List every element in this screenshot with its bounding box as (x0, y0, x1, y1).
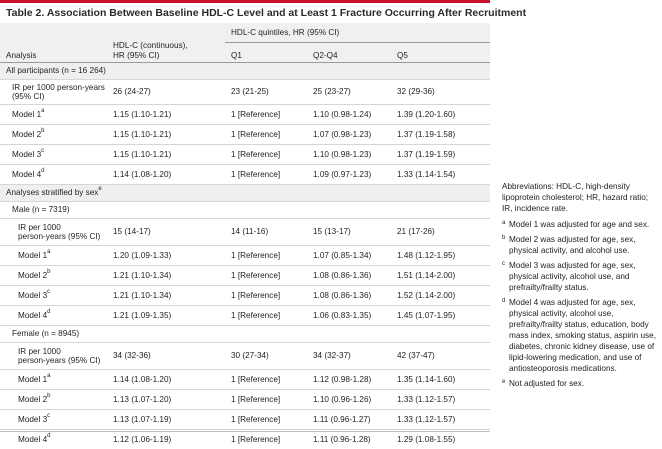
row-label-line1: Model 1 (18, 375, 47, 384)
row-label (0, 266, 107, 286)
table-row (0, 266, 490, 286)
table-row (0, 370, 490, 390)
header-hdl-continuous (107, 23, 225, 63)
row-label (0, 430, 107, 449)
footnote-text: Model 1 was adjusted for age and sex. (509, 219, 660, 230)
cell-q1: 1 [Reference] (225, 370, 307, 390)
footnote-marker: e (98, 186, 101, 192)
cell-q24: 1.08 (0.86-1.36) (307, 286, 391, 306)
cell-q24: 1.10 (0.98-1.23) (307, 145, 391, 165)
cell-hdl: 1.13 (1.07-1.20) (107, 390, 225, 410)
footnote (502, 219, 660, 230)
row-label (0, 145, 107, 165)
cell-hdl: 1.15 (1.10-1.21) (107, 125, 225, 145)
cell-q5: 1.33 (1.12-1.57) (391, 410, 490, 430)
row-label (0, 125, 107, 145)
cell-q1: 1 [Reference] (225, 165, 307, 185)
footnote-marker: d (41, 168, 44, 174)
row-label-line2: (95% CI) (12, 92, 44, 101)
table-row (0, 219, 490, 246)
row-label-line1: Model 1 (18, 251, 47, 260)
cell-q5: 21 (17-26) (391, 219, 490, 246)
cell-q24: 15 (13-17) (307, 219, 391, 246)
footnote (502, 378, 660, 389)
footnote-text: Model 2 was adjusted for age, sex, physical activity, and alcohol use. (509, 234, 660, 256)
footnote-text: Model 3 was adjusted for age, sex, physical activity, alcohol use, and prefrailty/frailty status. (509, 260, 660, 293)
footnote-marker: c (41, 148, 44, 154)
row-label-line1: IR per 1000 (18, 223, 61, 232)
row-label-line1: Model 3 (18, 291, 47, 300)
footnote-mark: e (502, 377, 509, 388)
footnote (502, 297, 660, 374)
footnote-mark: b (502, 233, 509, 255)
results-table (0, 23, 490, 449)
cell-hdl: 1.14 (1.08-1.20) (107, 165, 225, 185)
row-label-line1: Model 2 (12, 130, 41, 139)
section-all (0, 63, 490, 80)
table-row (0, 306, 490, 326)
cell-q5: 1.33 (1.14-1.54) (391, 165, 490, 185)
section-female (0, 326, 490, 343)
footnote-marker: b (47, 393, 50, 399)
cell-hdl: 1.21 (1.10-1.34) (107, 286, 225, 306)
abbreviations-note: Abbreviations: HDL-C, high-density lipoprotein cholesterol; HR, hazard ratio; IR, incidence rate. (502, 181, 660, 214)
row-label-line2: person-years (95% CI) (18, 356, 100, 365)
row-label (0, 306, 107, 326)
row-label-line1: Model 1 (12, 110, 41, 119)
table-row (0, 430, 490, 449)
cell-q1: 1 [Reference] (225, 430, 307, 449)
row-label (0, 410, 107, 430)
row-label-line1: Model 2 (18, 271, 47, 280)
cell-q24: 1.09 (0.97-1.23) (307, 165, 391, 185)
cell-q24: 34 (32-37) (307, 343, 391, 370)
footnote (502, 260, 660, 293)
header-q1: Q1 (225, 43, 307, 63)
cell-q1: 1 [Reference] (225, 410, 307, 430)
cell-q5: 1.39 (1.20-1.60) (391, 105, 490, 125)
footnotes-panel (502, 181, 660, 393)
cell-hdl: 1.21 (1.10-1.34) (107, 266, 225, 286)
row-label-line1: Model 3 (12, 150, 41, 159)
footnote-text: Not adjusted for sex. (509, 378, 660, 389)
cell-q24: 1.11 (0.96-1.28) (307, 430, 391, 449)
cell-q24: 1.07 (0.85-1.34) (307, 246, 391, 266)
section-stratified-label (0, 185, 490, 202)
cell-hdl: 15 (14-17) (107, 219, 225, 246)
cell-q1: 30 (27-34) (225, 343, 307, 370)
cell-q24: 1.08 (0.86-1.36) (307, 266, 391, 286)
cell-q24: 1.11 (0.96-1.27) (307, 410, 391, 430)
cell-q1: 1 [Reference] (225, 125, 307, 145)
row-label-line1: Model 4 (18, 311, 47, 320)
section-female-text: Female (n = 8945) (12, 329, 79, 338)
cell-q5: 32 (29-36) (391, 80, 490, 105)
footnote-text: Model 4 was adjusted for age, sex, physical activity, alcohol use, prefrailty/frailty status, education, body mass index, smoking status, aspirin use, diabetes, chronic kidney disease, use of lipid-lowering medication, and use of antiosteoporosis medications. (509, 297, 660, 374)
footnote-marker: c (47, 289, 50, 295)
header-hdl-line2: HR (95% CI) (113, 51, 225, 60)
header-q24: Q2-Q4 (307, 43, 391, 63)
cell-hdl: 1.20 (1.09-1.33) (107, 246, 225, 266)
cell-q24: 1.10 (0.98-1.24) (307, 105, 391, 125)
cell-q5: 1.37 (1.19-1.59) (391, 145, 490, 165)
header-quintiles: HDL-C quintiles, HR (95% CI) (225, 23, 490, 43)
cell-q1: 1 [Reference] (225, 390, 307, 410)
cell-hdl: 34 (32-36) (107, 343, 225, 370)
section-male-label (0, 202, 490, 219)
row-label-line1: IR per 1000 (18, 347, 61, 356)
cell-q5: 1.37 (1.19-1.58) (391, 125, 490, 145)
section-stratified (0, 185, 490, 202)
row-label (0, 343, 107, 370)
cell-q1: 14 (11-16) (225, 219, 307, 246)
footnote-marker: a (47, 249, 50, 255)
row-label (0, 105, 107, 125)
table-bottom-rule (0, 431, 490, 432)
cell-hdl: 1.14 (1.08-1.20) (107, 370, 225, 390)
footnote-marker: a (47, 373, 50, 379)
table-title: Table 2. Association Between Baseline HDL-C Level and at Least 1 Fracture Occurring After Recruitment (6, 7, 526, 19)
row-label (0, 286, 107, 306)
cell-q1: 1 [Reference] (225, 145, 307, 165)
footnote-marker: d (47, 309, 50, 315)
row-label-line1: Model 2 (18, 395, 47, 404)
header-hdl-line1: HDL-C (continuous), (113, 41, 225, 50)
row-label-line1: Model 3 (18, 415, 47, 424)
row-label (0, 219, 107, 246)
section-all-label: All participants (n = 16 264) (0, 63, 490, 80)
cell-hdl: 1.13 (1.07-1.19) (107, 410, 225, 430)
section-female-label (0, 326, 490, 343)
cell-hdl: 1.21 (1.09-1.35) (107, 306, 225, 326)
cell-hdl: 1.15 (1.10-1.21) (107, 105, 225, 125)
cell-q5: 1.35 (1.14-1.60) (391, 370, 490, 390)
cell-q5: 1.29 (1.08-1.55) (391, 430, 490, 449)
cell-q24: 25 (23-27) (307, 80, 391, 105)
footnote-mark: d (502, 296, 509, 373)
row-label-line1: IR per 1000 person-years (12, 83, 105, 92)
row-label (0, 390, 107, 410)
footnote (502, 234, 660, 256)
table-row (0, 286, 490, 306)
footnote-mark: c (502, 259, 509, 292)
cell-q1: 23 (21-25) (225, 80, 307, 105)
footnote-marker: d (47, 433, 50, 439)
table-row (0, 125, 490, 145)
row-label-line1: Model 4 (12, 170, 41, 179)
section-stratified-text: Analyses stratified by sex (6, 188, 98, 197)
cell-q24: 1.12 (0.98-1.28) (307, 370, 391, 390)
cell-q5: 1.52 (1.14-2.00) (391, 286, 490, 306)
table-row (0, 145, 490, 165)
table-row (0, 343, 490, 370)
row-label (0, 370, 107, 390)
footnote-marker: b (47, 269, 50, 275)
cell-q1: 1 [Reference] (225, 266, 307, 286)
cell-q5: 1.33 (1.12-1.57) (391, 390, 490, 410)
cell-q1: 1 [Reference] (225, 286, 307, 306)
row-label (0, 80, 107, 105)
cell-q24: 1.07 (0.98-1.23) (307, 125, 391, 145)
table-row (0, 105, 490, 125)
title-rule (0, 0, 490, 3)
cell-q5: 1.51 (1.14-2.00) (391, 266, 490, 286)
footnote-list (502, 219, 660, 389)
cell-hdl: 26 (24-27) (107, 80, 225, 105)
row-label-line2: person-years (95% CI) (18, 232, 100, 241)
cell-q5: 1.48 (1.12-1.95) (391, 246, 490, 266)
cell-q5: 42 (37-47) (391, 343, 490, 370)
table-row (0, 246, 490, 266)
cell-q24: 1.06 (0.83-1.35) (307, 306, 391, 326)
section-male (0, 202, 490, 219)
footnote-marker: b (41, 128, 44, 134)
table-row (0, 410, 490, 430)
cell-q5: 1.45 (1.07-1.95) (391, 306, 490, 326)
table-row (0, 165, 490, 185)
row-label (0, 165, 107, 185)
row-label (0, 246, 107, 266)
footnote-marker: a (41, 108, 44, 114)
cell-q1: 1 [Reference] (225, 246, 307, 266)
section-male-text: Male (n = 7319) (12, 205, 70, 214)
table-row (0, 80, 490, 105)
table-row (0, 390, 490, 410)
header-q5: Q5 (391, 43, 490, 63)
cell-hdl: 1.15 (1.10-1.21) (107, 145, 225, 165)
cell-q24: 1.10 (0.96-1.26) (307, 390, 391, 410)
cell-q1: 1 [Reference] (225, 105, 307, 125)
row-label-line1: Model 4 (18, 435, 47, 444)
footnote-marker: c (47, 413, 50, 419)
footnote-mark: a (502, 218, 509, 229)
cell-q1: 1 [Reference] (225, 306, 307, 326)
header-analysis: Analysis (0, 23, 107, 63)
cell-hdl: 1.12 (1.06-1.19) (107, 430, 225, 449)
